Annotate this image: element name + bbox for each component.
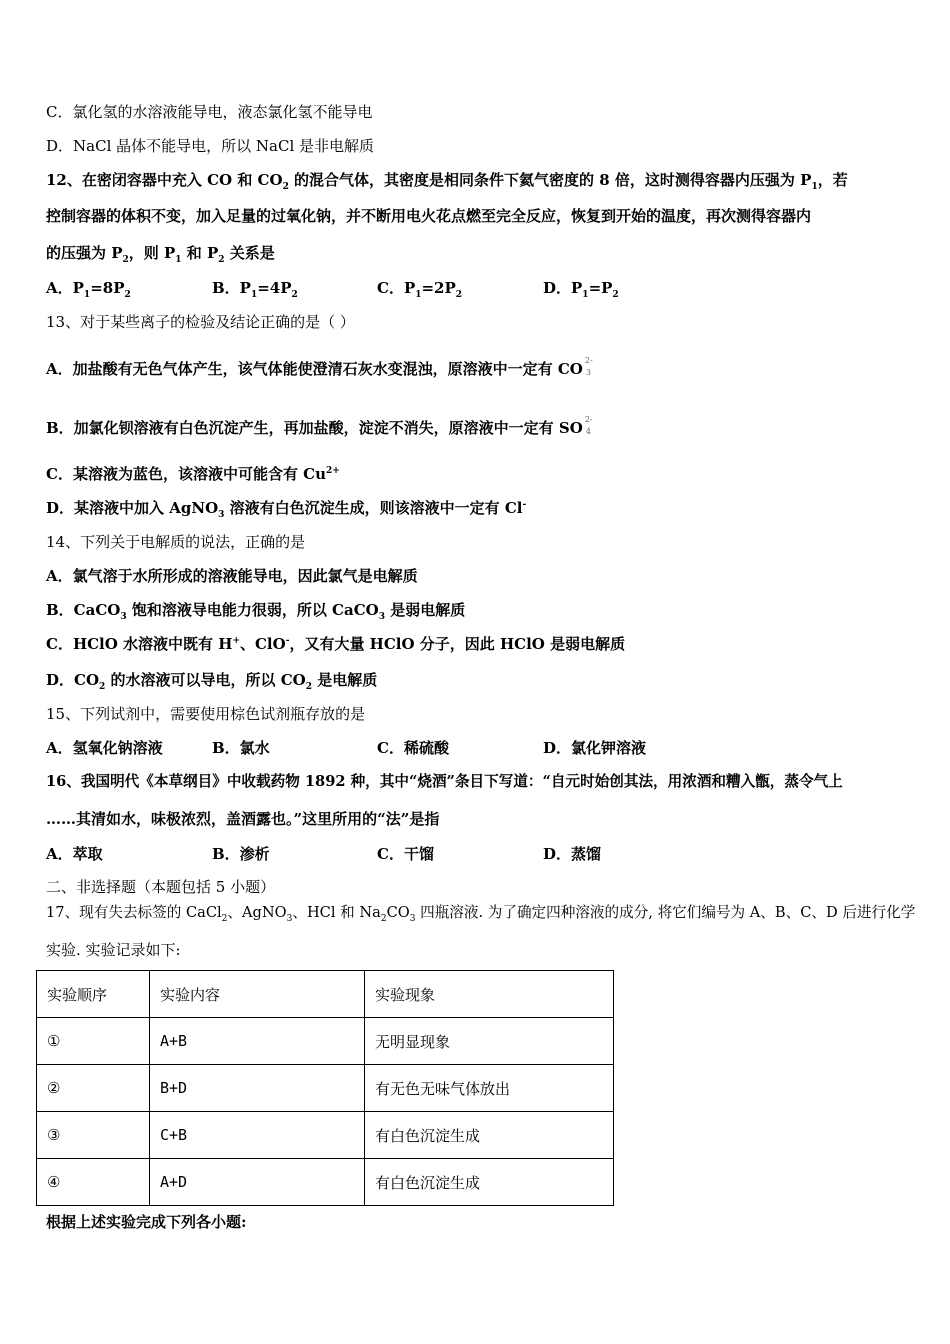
table-cell: A+D: [150, 1159, 365, 1206]
table-cell: 有无色无味气体放出: [365, 1065, 614, 1112]
question-15: 15、下列试剂中，需要使用棕色试剂瓶存放的是: [46, 705, 366, 723]
option-15a[interactable]: A．氢氧化钠溶液: [46, 739, 163, 757]
option-15d[interactable]: D．氯化钾溶液: [543, 739, 647, 757]
option-16b[interactable]: B．渗析: [212, 845, 270, 863]
question-16-line-1: 16、我国明代《本草纲目》中收载药物 1892 种，其中“烧酒”条目下写道：“自元时始创其法，用浓酒和糟入甑，蒸令气上: [46, 773, 843, 790]
question-17-line-2: 实验. 实验记录如下:: [46, 941, 181, 959]
table-header-row: [37, 971, 614, 1018]
question-16-line-2: ……其清如水，味极浓烈，盖酒露也。”这里所用的“法”是指: [46, 810, 440, 828]
option-11c: C．氯化氢的水溶液能导电，液态氯化氢不能导电: [46, 103, 373, 121]
option-14c[interactable]: C．HClO 水溶液中既有 H+、ClO-，又有大量 HClO 分子，因此 HClO 是弱电解质: [46, 635, 626, 653]
table-row: [37, 1112, 614, 1159]
table-cell: C+B: [150, 1112, 365, 1159]
option-16a[interactable]: A．萃取: [46, 845, 103, 863]
table-header-cell: 实验内容: [150, 971, 365, 1018]
question-13: 13、对于某些离子的检验及结论正确的是（ ）: [46, 313, 355, 331]
option-13a[interactable]: A．加盐酸有无色气体产生，该气体能使澄清石灰水变混浊，原溶液中一定有 CO 2- 3: [46, 356, 593, 378]
table-cell: B+D: [150, 1065, 365, 1112]
table-cell: ④: [37, 1159, 150, 1206]
question-17-line-1: 17、现有失去标签的 CaCl$_2$、AgNO$_3$、HCl 和 $Na_2CO_3$ 四瓶溶液. 为了确定四种溶液的成分, 将它们编号为 A、B、C、D 后进行化学: [46, 904, 916, 924]
table-cell: ②: [37, 1065, 150, 1112]
option-12a[interactable]: A．$P_1=8P_2$: [46, 279, 131, 300]
option-16c[interactable]: C．干馏: [377, 845, 434, 863]
question-12-line-2: 控制容器的体积不变，加入足量的过氧化钠，并不断用电火花点燃至完全反应，恢复到开始的温度，再次测得容器内: [46, 207, 812, 225]
option-13b[interactable]: B．加氯化钡溶液有白色沉淀产生，再加盐酸，淀淀不消失，原溶液中一定有 SO 2- 4: [46, 415, 593, 437]
table-cell: ①: [37, 1018, 150, 1065]
table-cell: 有白色沉淀生成: [365, 1159, 614, 1206]
question-14: 14、下列关于电解质的说法，正确的是: [46, 533, 306, 551]
table-cell: ③: [37, 1112, 150, 1159]
option-15c[interactable]: C．稀硫酸: [377, 739, 449, 757]
option-13d[interactable]: D．某溶液中加入 AgNO$_3$ 溶液有白色沉淀生成，则该溶液中一定有 Cl-: [46, 499, 527, 520]
section-heading: 二、非选择题（本题包括 5 小题）: [46, 878, 276, 896]
table-header-cell: 实验现象: [365, 971, 614, 1018]
option-14d[interactable]: D．$CO_2$ 的水溶液可以导电，所以 $CO_2$ 是电解质: [46, 671, 378, 692]
option-11d: D．NaCl 晶体不能导电，所以 NaCl 是非电解质: [46, 137, 375, 155]
table-cell: 无明显现象: [365, 1018, 614, 1065]
experiment-table: [36, 970, 614, 1206]
option-12b[interactable]: B．$P_1=4P_2$: [212, 279, 298, 300]
table-cell: A+B: [150, 1018, 365, 1065]
question-12-line-3: 的压强为 $P_2$，则 $P_1$ 和 $P_2$ 关系是: [46, 244, 275, 265]
question-12-line-1: 12、在密闭容器中充入 CO 和 $CO_2$ 的混合气体，其密度是相同条件下氦气密度的 8 倍，这时测得容器内压强为 $P_1$，若: [46, 171, 848, 192]
table-row: [37, 1018, 614, 1065]
option-14a[interactable]: A．氯气溶于水所形成的溶液能导电，因此氯气是电解质: [46, 567, 418, 585]
option-16d[interactable]: D．蒸馏: [543, 845, 602, 863]
option-14b[interactable]: B．CaCO$_3$ 饱和溶液导电能力很弱，所以 CaCO$_3$ 是弱电解质: [46, 601, 466, 622]
option-15b[interactable]: B．氯水: [212, 739, 270, 757]
option-12d[interactable]: D．$P_1=P_2$: [543, 279, 619, 300]
table-row: [37, 1065, 614, 1112]
option-12c[interactable]: C．$P_1=2P_2$: [377, 279, 463, 300]
after-table-note: 根据上述实验完成下列各小题:: [46, 1213, 247, 1231]
table-row: [37, 1159, 614, 1206]
table-header-cell: 实验顺序: [37, 971, 150, 1018]
table-cell: 有白色沉淀生成: [365, 1112, 614, 1159]
option-13c[interactable]: C．某溶液为蓝色，该溶液中可能含有 $Cu^{2+}$: [46, 465, 340, 483]
